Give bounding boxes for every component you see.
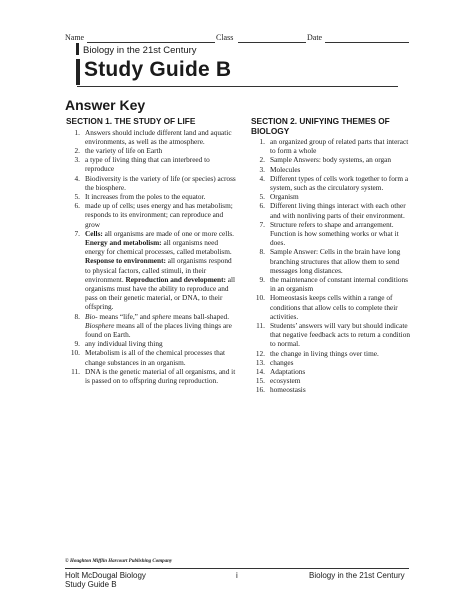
date-label: Date (307, 33, 323, 42)
header-fields (0, 33, 474, 43)
item-text: all organisms respond to physical factors, called stimuli, in their environment. (85, 256, 232, 284)
name-label: Name (65, 33, 85, 42)
list-item (251, 220, 413, 248)
item-text: It increases from the poles to the equator. (85, 191, 206, 201)
class-label: Class (216, 33, 234, 42)
list-item (251, 201, 413, 219)
item-text: Response to environment: (85, 256, 166, 266)
list-item (66, 128, 236, 146)
item-text: Bio- (85, 311, 98, 321)
item-text: Energy and metabolism: (85, 237, 162, 247)
title-bar-main (76, 59, 80, 85)
title-rule (77, 86, 398, 87)
item-number: 10. (255, 293, 265, 303)
list-item (251, 376, 413, 385)
copyright: © Houghton Mifflin Harcourt Publishing Company (65, 559, 173, 564)
list-item (251, 155, 413, 164)
section-2 (251, 117, 413, 395)
footer-chapter: Biology in the 21st Century (309, 571, 405, 580)
item-text: all organisms need energy for chemical processes, called metabolism. (85, 237, 232, 257)
item-text: Homeostasis keeps cells within a range of conditions that allow cells to complete their activities. (270, 293, 398, 321)
section-1 (66, 117, 236, 385)
item-number: 9. (259, 275, 265, 285)
item-text: Sample Answer: Cells in the brain have long branching structures that allow them to send messages long distances. (270, 247, 401, 275)
item-text: Sample Answers: body systems, an organ (270, 155, 392, 165)
item-text: the variety of life on Earth (85, 145, 163, 155)
item-text: Different types of cells work together to form a system, such as the circulatory system. (270, 173, 409, 193)
item-number: 3. (259, 164, 265, 174)
section-2-list (251, 137, 413, 395)
section-1-list (66, 128, 236, 386)
item-number: 10. (70, 348, 80, 358)
list-item (251, 385, 413, 394)
footer-rule (65, 568, 409, 569)
item-text: homeostasis (270, 385, 306, 395)
item-number: 12. (255, 348, 265, 358)
item-text: Metabolism is all of the chemical processes that change substances in an organism. (85, 348, 226, 367)
list-item (251, 293, 413, 321)
item-text: Reproduction and development: (125, 274, 226, 284)
class-blank (238, 42, 306, 43)
list-item (66, 367, 236, 385)
section-2-heading: SECTION 2. UNIFYING THEMES OF BIOLOGY (251, 116, 390, 136)
item-text: Biosphere (85, 320, 115, 330)
item-text: the maintenance of constant internal conditions in an organism (270, 275, 408, 294)
item-text: an organized group of related parts that interact to form a whole (270, 137, 409, 156)
list-item (66, 201, 236, 229)
item-number: 11. (256, 321, 265, 331)
item-text: means ball-shaped. (171, 311, 230, 321)
list-item (66, 229, 236, 312)
list-item (66, 192, 236, 201)
list-item (251, 358, 413, 367)
footer-book: Holt McDougal Biology (65, 571, 146, 580)
item-text: ecosystem (270, 376, 301, 386)
item-text: Molecules (270, 164, 301, 174)
item-text: all organisms are made of one or more cells. (102, 228, 235, 238)
list-item (251, 174, 413, 192)
item-number: 5. (259, 192, 265, 202)
item-text: a type of living thing that can interbreed to reproduce (85, 155, 210, 174)
list-item (251, 367, 413, 376)
item-text: any individual living thing (85, 339, 163, 349)
item-number: 13. (255, 357, 265, 367)
item-number: 7. (74, 228, 80, 238)
item-number: 11. (71, 366, 80, 376)
list-item (251, 275, 413, 293)
list-item (66, 146, 236, 155)
list-item (251, 349, 413, 358)
item-number: 16. (255, 385, 265, 395)
item-number: 15. (255, 376, 265, 386)
item-text: Structure refers to shape and arrangement. Function is how something works or what it does. (270, 219, 399, 248)
item-text: changes (270, 357, 294, 367)
name-blank (87, 42, 215, 43)
item-number: 1. (74, 127, 80, 137)
date-blank (325, 42, 409, 43)
section-1-heading: SECTION 1. THE STUDY OF LIFE (66, 116, 196, 126)
item-text: Answers should include different land and aquatic environments, as well as the atmosphere. (85, 127, 232, 146)
list-item (251, 321, 413, 349)
item-text: the change in living things over time. (270, 348, 379, 358)
item-number: 1. (259, 137, 265, 146)
item-text: Students’ answers will vary but should indicate that negative feedback acts to return a condition to normal. (270, 321, 411, 349)
footer-guide: Study Guide B (65, 580, 117, 589)
item-text: Different living things interact with each other and with nonliving parts of their environment. (270, 201, 406, 220)
item-number: 6. (259, 201, 265, 211)
item-number: 2. (74, 145, 80, 155)
list-item (251, 247, 413, 275)
page-number: i (236, 571, 238, 580)
list-item (251, 137, 413, 155)
item-number: 8. (74, 311, 80, 321)
item-number: 4. (259, 173, 265, 183)
list-item (251, 165, 413, 174)
item-text: means all of the places living things are found on Earth. (85, 320, 232, 339)
item-text: means “life,” and (97, 311, 153, 321)
list-item (66, 312, 236, 340)
list-item (66, 155, 236, 173)
item-text: Organism (270, 192, 299, 202)
page-title: Study Guide B (84, 58, 232, 81)
list-item (66, 348, 236, 366)
item-text: Cells: (85, 228, 103, 238)
item-number: 7. (259, 219, 265, 229)
item-number: 3. (74, 155, 80, 165)
item-number: 4. (74, 173, 80, 183)
item-text: all organisms must have the ability to reproduce and pass on their genetic material, or DNA, to their offspring. (85, 274, 236, 312)
list-item (66, 339, 236, 348)
item-number: 9. (74, 339, 80, 349)
subject-title: Biology in the 21st Century (83, 45, 197, 56)
item-number: 5. (74, 191, 80, 201)
item-text: Adaptations (270, 367, 306, 377)
title-bar-top (76, 43, 79, 55)
item-number: 2. (259, 155, 265, 165)
list-item (251, 192, 413, 201)
item-text: made up of cells; uses energy and has metabolism; responds to its environment; can reproduce and grow (85, 201, 233, 229)
item-text: Biodiversity is the variety of life (or species) across the biosphere. (85, 173, 236, 192)
answer-key-heading: Answer Key (65, 97, 146, 113)
item-text: DNA is the genetic material of all organisms, and it is passed on to offspring during reproduction. (85, 366, 236, 385)
item-number: 6. (74, 201, 80, 211)
item-text: sphere (152, 311, 172, 321)
item-number: 8. (259, 247, 265, 257)
item-number: 14. (255, 367, 265, 377)
list-item (66, 174, 236, 192)
